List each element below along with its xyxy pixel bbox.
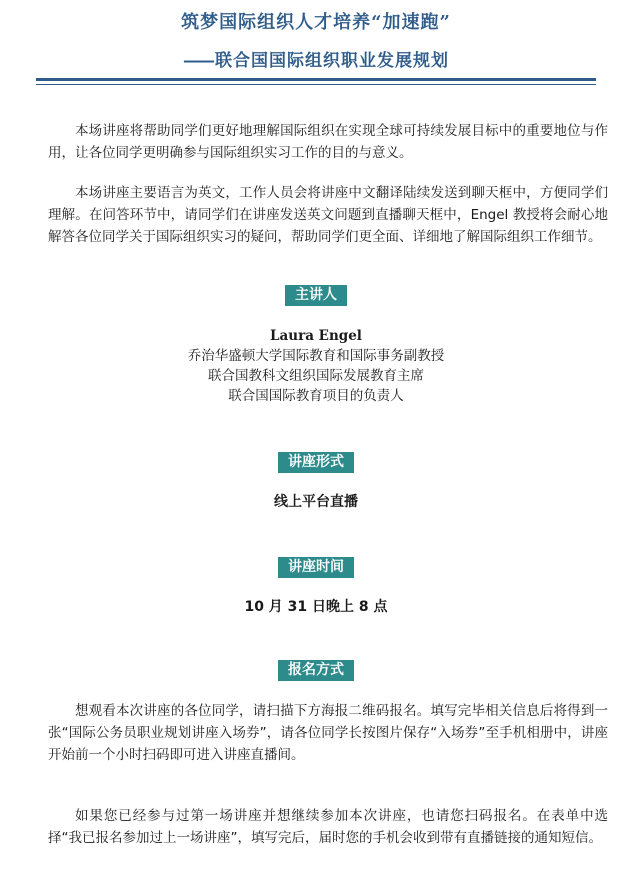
- speaker-role-1: 乔治华盛顿大学国际教育和国际事务副教授: [187, 348, 445, 364]
- registration-paragraph-1: 想观看本次讲座的各位同学，请扫描下方海报二维码报名。填写完毕相关信息后将得到一张“国际公务员职业规划讲座入场券”，请各位同学长按图片保存“入场券”至手机相册中，讲座开始前一个小时扫码即可进入讲座直播间。: [48, 703, 608, 763]
- title-line-2: 联合国国际组织职业发展规划: [215, 51, 449, 71]
- time-value: 10 月 31 日晚上 8 点: [244, 599, 388, 615]
- intro-paragraph-1: 本场讲座将帮助同学们更好地理解国际组织在实现全球可持续发展目标中的重要地位与作用，让各位同学更明确参与国际组织实习工作的目的与意义。: [48, 123, 608, 161]
- speaker-role-2: 联合国教科文组织国际发展教育主席: [208, 368, 424, 384]
- header-divider-thin: [36, 84, 596, 85]
- format-value: 线上平台直播: [274, 494, 358, 510]
- speaker-role-3: 联合国国际教育项目的负责人: [228, 388, 404, 404]
- title-line-1: 筑梦国际组织人才培养“加速跑”: [181, 12, 451, 33]
- speaker-section-label: 主讲人: [285, 285, 347, 306]
- subtitle-dash: ——: [183, 51, 213, 71]
- intro-paragraph-2: 本场讲座主要语言为英文，工作人员会将讲座中文翻译陆续发送到聊天框中，方便同学们理解。在问答环节中，请同学们在讲座发送英文问题到直播聊天框中，Engel 教授将会耐心地解答各位同学关于国际组织实习的疑问，帮助同学们更全面、详细地了解国际组织工作细节。: [48, 185, 608, 245]
- speaker-info: [0, 326, 632, 406]
- time-section-label: 讲座时间: [278, 557, 354, 578]
- page-title: [0, 8, 632, 34]
- registration-section-label: 报名方式: [278, 660, 354, 681]
- format-section-label: 讲座形式: [278, 452, 354, 473]
- header-divider-thick: [36, 78, 596, 81]
- page-subtitle: [0, 46, 632, 71]
- registration-paragraph-2: 如果您已经参与过第一场讲座并想继续参加本次讲座，也请您扫码报名。在表单中选择“我已报名参加过上一场讲座”，填写完后，届时您的手机会收到带有直播链接的通知短信。: [48, 808, 608, 846]
- speaker-name: Laura Engel: [270, 328, 362, 344]
